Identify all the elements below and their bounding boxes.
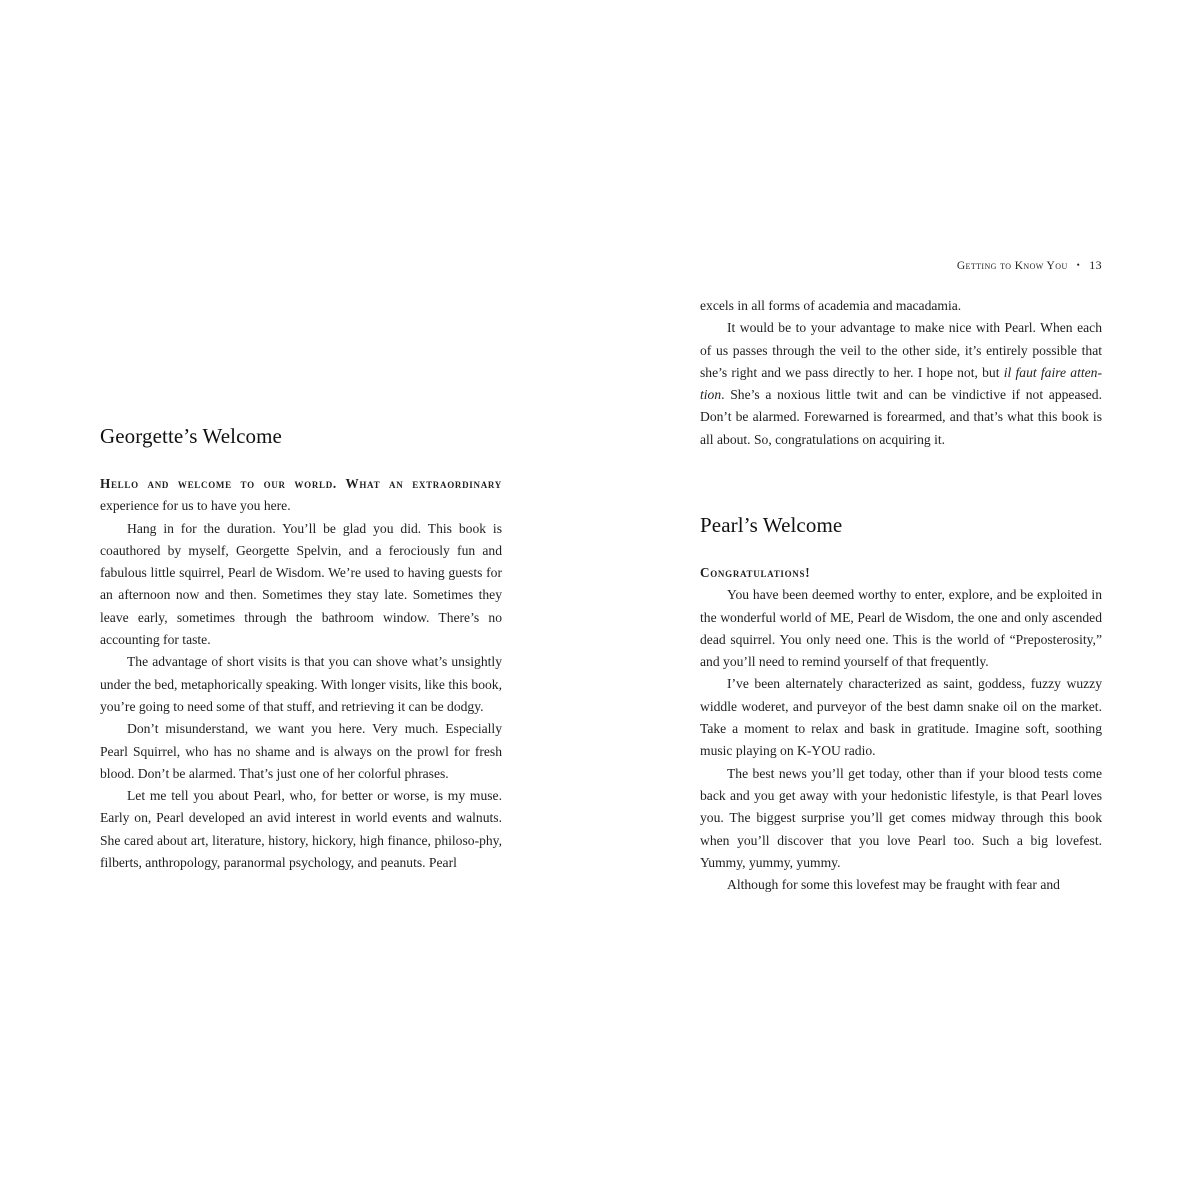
page-number: 13	[1089, 258, 1102, 272]
running-head	[700, 258, 1102, 273]
paragraph: I’ve been alternately characterized as saint, goddess, fuzzy wuzzy widdle woderet, and purveyor of the best damn snake oil on the market. Take a moment to relax and bask in gratitude. Imagine soft, soothing music playing on K-YOU radio.	[700, 676, 1102, 759]
section-heading-georgette: Georgette’s Welcome	[100, 424, 282, 448]
right-page-body	[700, 562, 1102, 896]
section-heading-pearl: Pearl’s Welcome	[700, 513, 843, 537]
lead-in-smallcaps: Hello and welcome to our world. What an extraordinary	[100, 476, 502, 491]
paragraph	[700, 562, 1102, 584]
paragraph-text: . She’s a noxious little twit and can be vindictive if not appeased. Don’t be alarmed. Forewarned is forearmed, and that’s what this book is all about. So, congratulations on acquiring it.	[700, 387, 1102, 447]
paragraph-text: experience for us to have you here.	[100, 498, 291, 514]
paragraph: The advantage of short visits is that you can shove what’s unsightly under the bed, metaphorically speaking. With longer visits, like this book, you’re going to need some of that stuff, and retrieving it can be dodgy.	[100, 654, 502, 714]
paragraph: Let me tell you about Pearl, who, for better or worse, is my muse. Early on, Pearl developed an avid interest in world events and walnuts. She cared about art, literature, history, hickory, high finance, philoso-phy, filberts, anthropology, paranormal psychology, and peanuts. Pearl	[100, 788, 502, 871]
paragraph-continued: excels in all forms of academia and macadamia.	[700, 298, 962, 313]
left-page-body	[100, 473, 502, 874]
paragraph-text: It would be to your advantage to make nice with Pearl. When each of us passes through the veil to the other side, it’s entirely possible that she’s right and we pass directly to her. I hope not, but	[700, 320, 1102, 380]
paragraph: Don’t misunderstand, we want you here. Very much. Especially Pearl Squirrel, who has no shame and is always on the prowl for fresh blood. Don’t be alarmed. That’s just one of her colorful phrases.	[100, 721, 502, 781]
running-head-separator: •	[1076, 260, 1081, 270]
running-head-title: Getting to Know You	[956, 260, 1068, 272]
paragraph	[100, 473, 502, 518]
italic-phrase: il faut faire atten-tion	[700, 364, 1102, 403]
paragraph: Hang in for the duration. You’ll be glad you did. This book is coauthored by myself, Georgette Spelvin, and a ferociously fun and fabulous little squirrel, Pearl de Wisdom. We’re used to having guests for an afternoon now and then. Sometimes they stay late. Sometimes they leave early, sometimes through the bathroom window. There’s no accounting for taste.	[100, 520, 502, 648]
paragraph	[700, 317, 1102, 451]
paragraph: You have been deemed worthy to enter, explore, and be exploited in the wonderful world of ME, Pearl de Wisdom, the one and only ascended dead squirrel. You only need one. This is the world of “Preposterosity,” and you’ll need to remind yourself of that frequently.	[700, 587, 1102, 670]
right-page-top-body	[700, 295, 1102, 451]
paragraph: The best news you’ll get today, other than if your blood tests come back and you get away with your hedonistic lifestyle, is that Pearl loves you. The biggest surprise you’ll get comes midway through this book when you’ll discover that you love Pearl too. Such a big lovefest. Yummy, yummy, yummy.	[700, 765, 1102, 870]
paragraph: Although for some this lovefest may be fraught with fear and	[727, 877, 1060, 893]
lead-in-smallcaps: Congratulations!	[700, 565, 811, 580]
